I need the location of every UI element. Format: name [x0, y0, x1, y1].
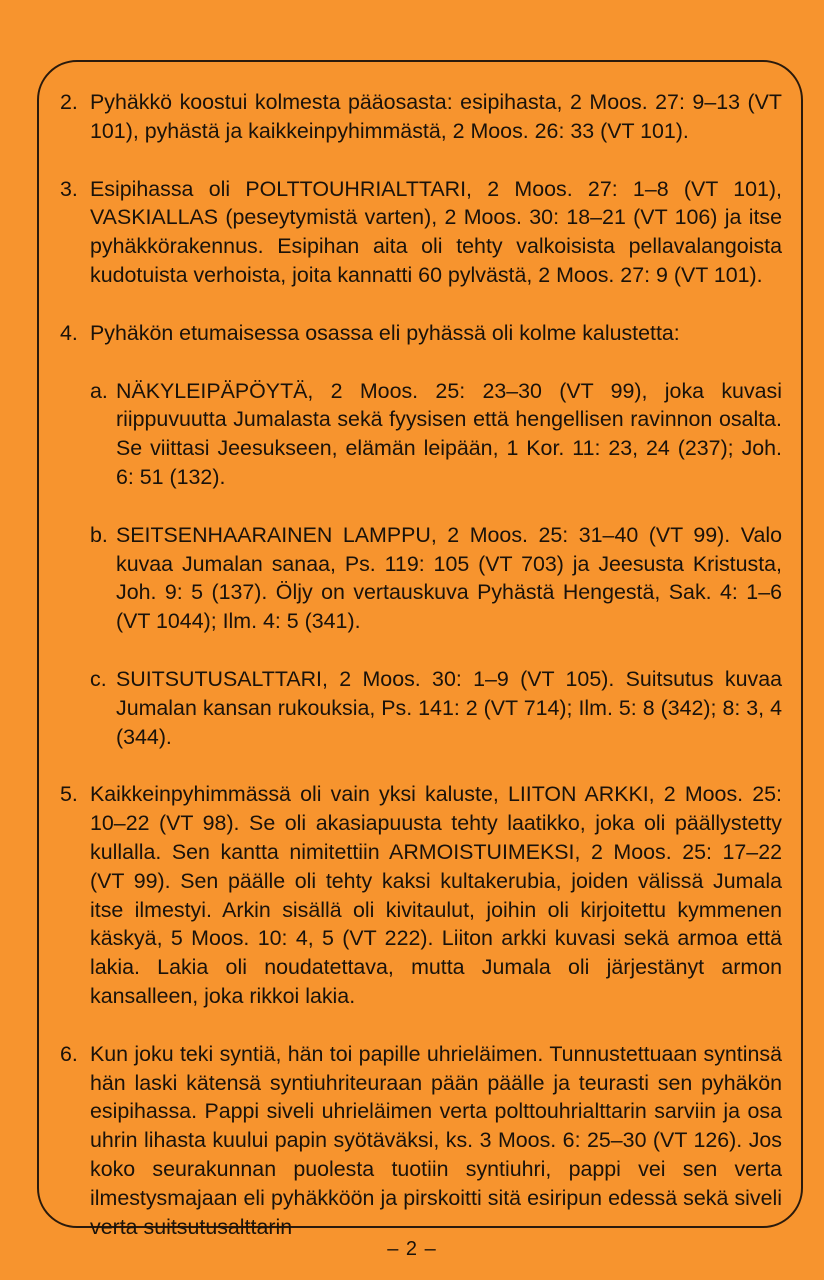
item-text: Pyhäkön etumaisessa osassa eli pyhässä oli kolme kalustetta:: [90, 320, 680, 345]
paragraph-3: [60, 175, 782, 290]
item-number: 5.: [60, 782, 78, 807]
paragraph-5: [60, 780, 782, 1010]
item-text: Pyhäkkö koostui kolmesta pääosasta: esipihasta, 2 Moos. 27: 9–13 (VT 101), pyhästä ja kaikkeinpyhimmästä, 2 Moos. 26: 33 (VT 101).: [90, 90, 782, 143]
sub-item-letter: b.: [90, 522, 108, 547]
sub-item-a: [60, 377, 782, 492]
sub-item-text: NÄKYLEIPÄPÖYTÄ, 2 Moos. 25: 23–30 (VT 99), joka kuvasi riippuvuutta Jumalasta sekä fyysisen että hengellisen ravinnon osalta. Se viittasi Jeesukseen, elämän leipään, 1 Kor. 11: 23, 24 (237); Joh. 6: 51 (132).: [116, 378, 782, 489]
sub-item-c: [60, 665, 782, 751]
sub-item-letter: c.: [90, 666, 107, 691]
sub-item-letter: a.: [90, 378, 108, 403]
paragraph-6: [60, 1040, 782, 1242]
sub-item-text: SUITSUTUSALTTARI, 2 Moos. 30: 1–9 (VT 105). Suitsutus kuvaa Jumalan kansan rukouksia, Ps. 141: 2 (VT 714); Ilm. 5: 8 (342); 8: 3, 4 (344).: [116, 666, 782, 749]
page-number: – 2 –: [387, 1238, 437, 1260]
item-number: 4.: [60, 320, 78, 345]
paragraph-4: [60, 319, 782, 348]
item-text: Esipihassa oli POLTTOUHRIALTTARI, 2 Moos. 27: 1–8 (VT 101), VASKIALLAS (peseytymistä varten), 2 Moos. 30: 18–21 (VT 106) ja itse pyhäkkörakennus. Esipihan aita oli tehty valkoisista pellavalangoista kudotuista verhoista, joita kannatti 60 pylvästä, 2 Moos. 27: 9 (VT 101).: [90, 176, 782, 287]
item-number: 3.: [60, 176, 78, 201]
document-body: [60, 88, 782, 1241]
item-text: Kun joku teki syntiä, hän toi papille uhrieläimen. Tunnustettuaan syntinsä hän laski kätensä syntiuhriteuraan pään päälle ja teurasti sen pyhäkön esipihassa. Pappi siveli uhrieläimen verta polttouhrialttarin sarviin ja osa uhrin lihasta kuului papin syötäväksi, ks. 3 Moos. 6: 25–30 (VT 126). Jos koko seurakunnan puolesta tuotiin syntiuhri, pappi vei sen verta ilmestysmajaan eli pyhäkköön ja pirskoitti sitä esiripun edessä sekä siveli verta suitsutusalttarin: [90, 1041, 782, 1239]
item-number: 2.: [60, 90, 78, 114]
sub-item-text: SEITSENHAARAINEN LAMPPU, 2 Moos. 25: 31–40 (VT 99). Valo kuvaa Jumalan sanaa, Ps. 119: 105 (VT 703) ja Jeesusta Kristusta, Joh. 9: 5 (137). Öljy on vertauskuva Pyhästä Hengestä, Sak. 4: 1–6 (VT 1044); Ilm. 4: 5 (341).: [116, 522, 782, 634]
sub-item-b: [60, 521, 782, 636]
item-text: Kaikkeinpyhimmässä oli vain yksi kaluste, LIITON ARKKI, 2 Moos. 25: 10–22 (VT 98). Se oli akasiapuusta tehty laatikko, joka oli päällystetty kullalla. Sen kantta nimitettiin ARMOISTUIMEKSI, 2 Moos. 25: 17–22 (VT 99). Sen päälle oli tehty kaksi kultakerubia, joiden välissä Jumala itse ilmestyi. Arkin sisällä oli kivitaulut, joihin oli kirjoitettu kymmenen käskyä, 5 Moos. 10: 4, 5 (VT 222). Liiton arkki kuvasi sekä armoa että lakia. Lakia oli noudatettava, mutta Jumala oli järjestänyt armon kansalleen, joka rikkoi lakia.: [90, 782, 782, 1008]
item-number: 6.: [60, 1041, 78, 1066]
paragraph-2: [60, 88, 782, 146]
